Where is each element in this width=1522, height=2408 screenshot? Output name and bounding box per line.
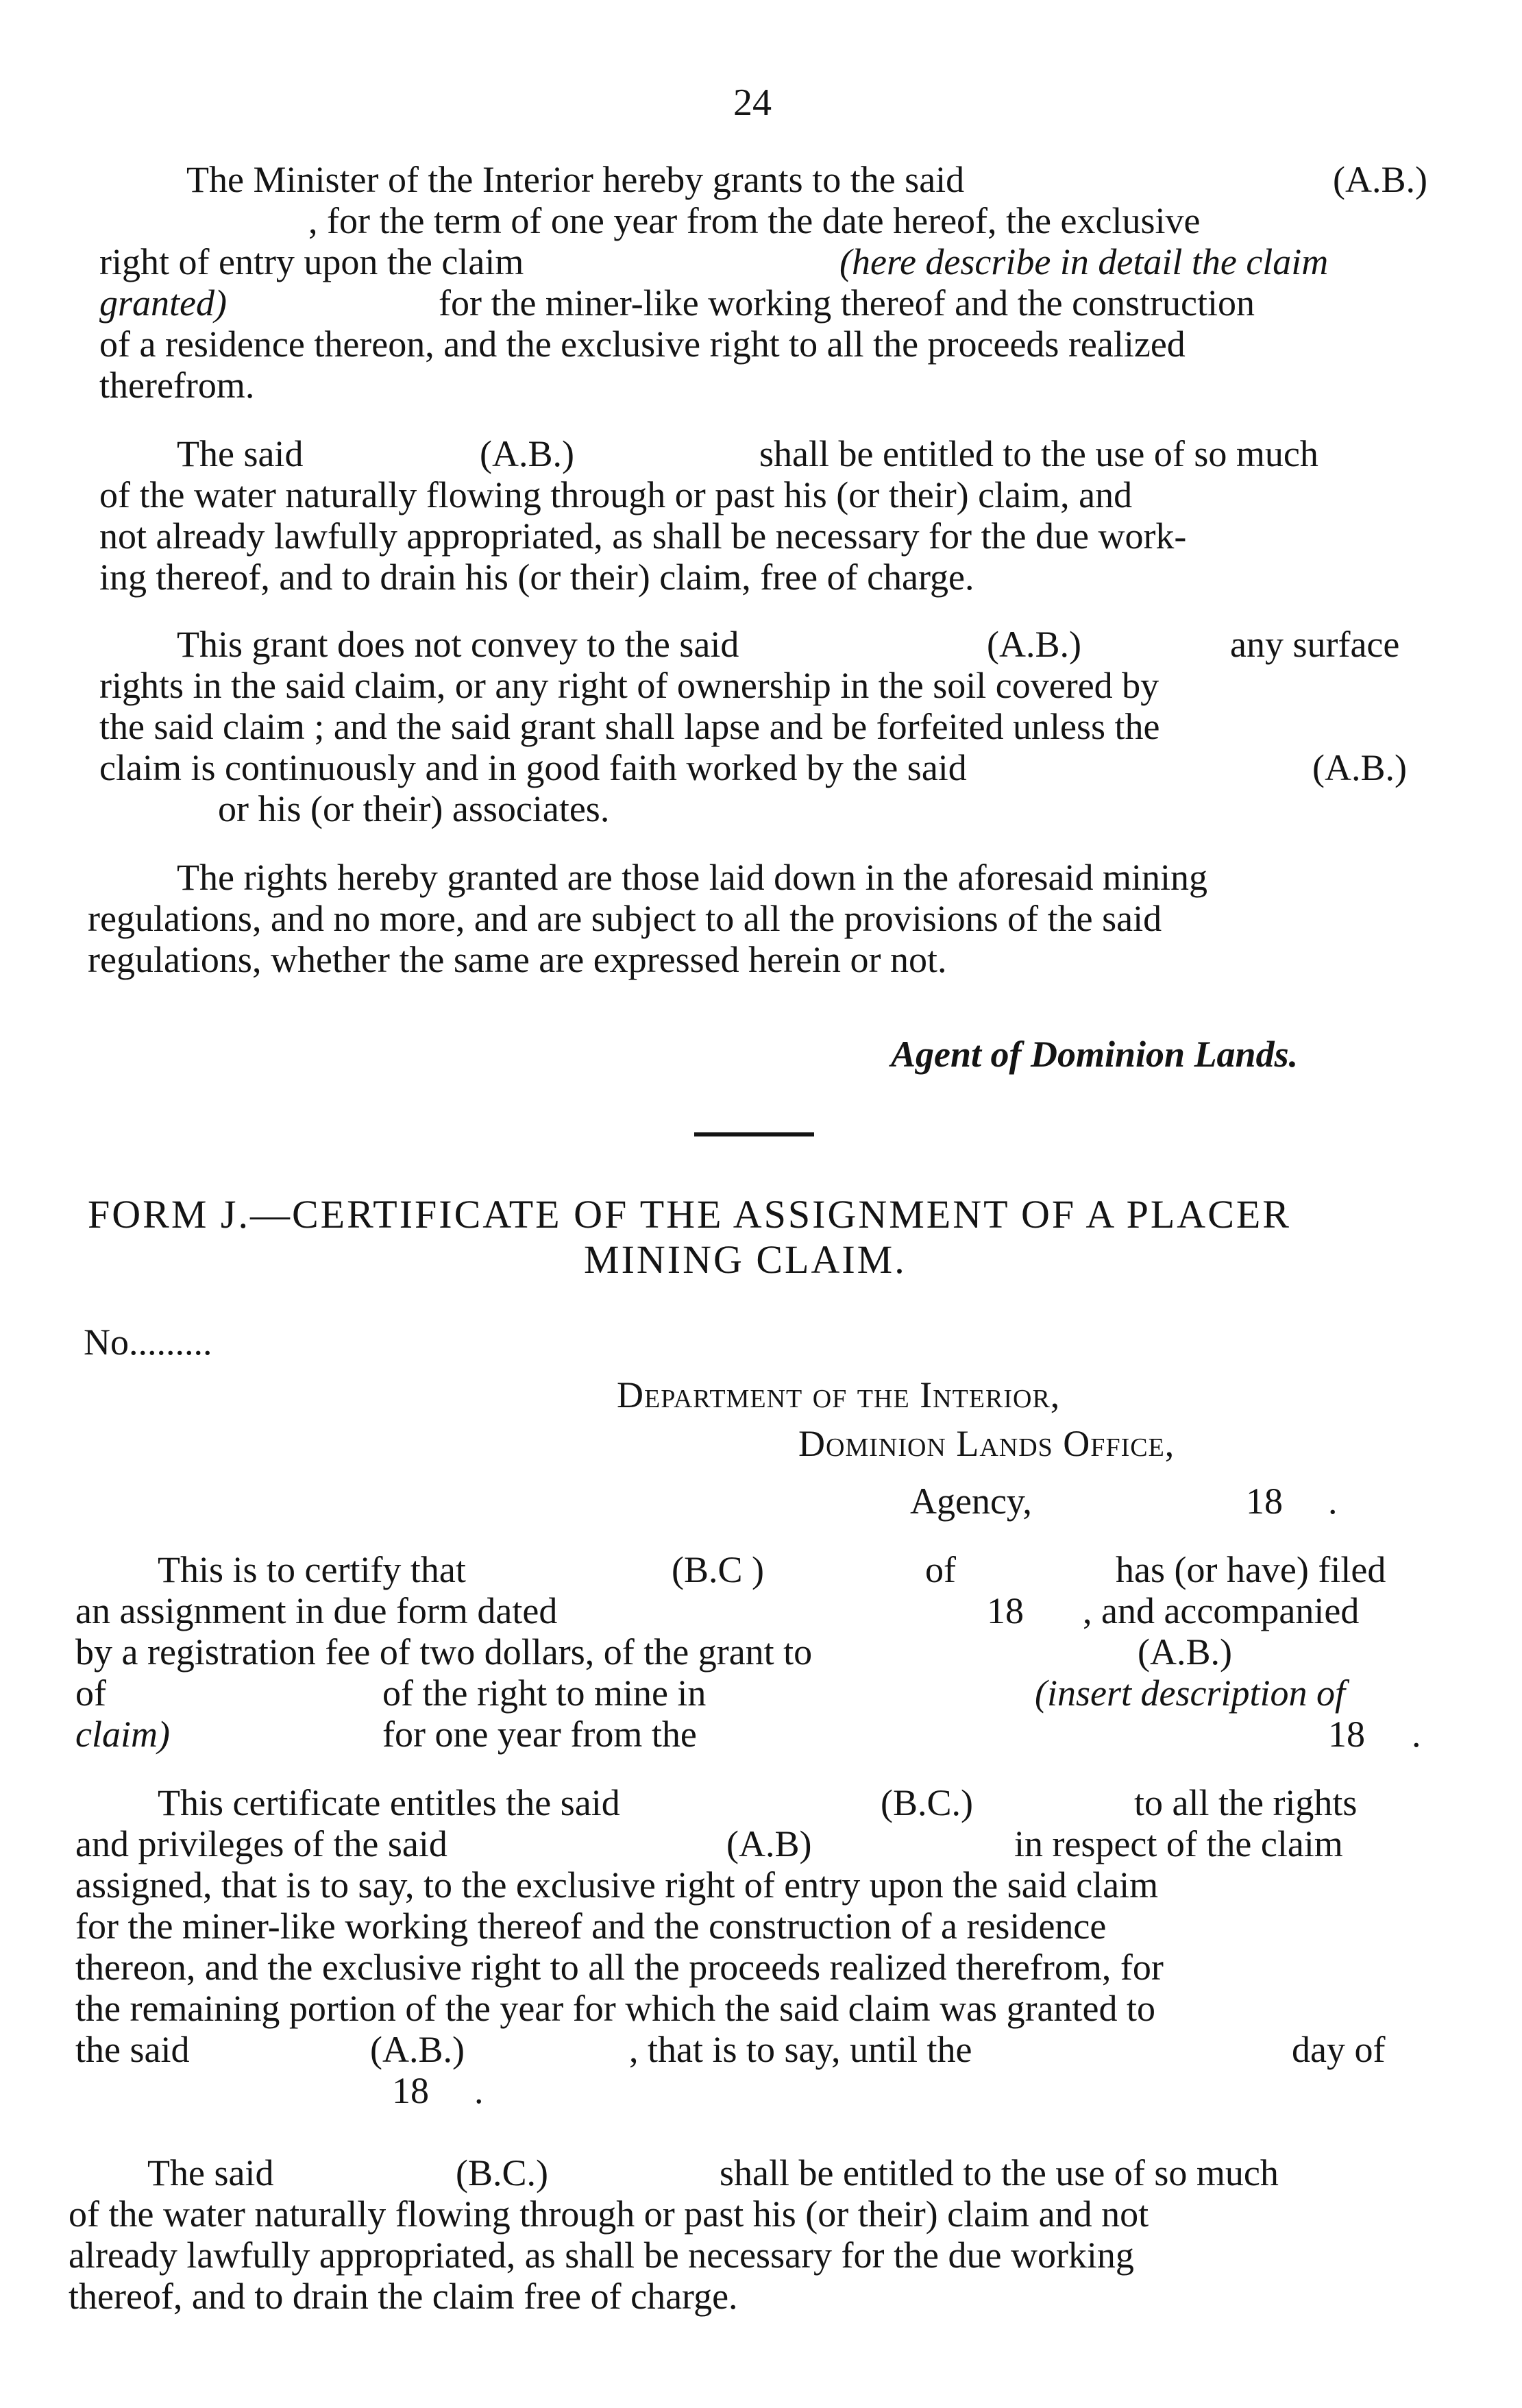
cert-dot: .	[1412, 1714, 1421, 1755]
grant-text-line: regulations, and no more, and are subject to all the provisions of the said	[88, 898, 1162, 939]
cert-text-line: by a registration fee of two dollars, of the grant to	[75, 1631, 813, 1673]
cert-text-line: the remaining portion of the year for which the said claim was granted to	[75, 1988, 1155, 2029]
cert-placeholder-ab: (A.B)	[726, 1823, 812, 1864]
grant-text-line: ing thereof, and to drain his (or their) claim, free of charge.	[99, 557, 974, 598]
cert-dot: .	[474, 2070, 484, 2111]
grant-text-line: of the water naturally flowing through or past his (or their) claim, and	[99, 474, 1133, 515]
cert-instruction: (insert description of	[1035, 1673, 1345, 1714]
grant-text-line: claim is continuously and in good faith worked by the said	[99, 747, 967, 788]
grant-text-line: The rights hereby granted are those laid down in the aforesaid mining	[177, 857, 1208, 898]
grant-text-line: the said claim ; and the said grant shall lapse and be forfeited unless the	[99, 706, 1160, 747]
cert-instruction: claim)	[75, 1714, 170, 1755]
cert-text-line: of	[75, 1673, 106, 1714]
cert-text-line: shall be entitled to the use of so much	[720, 2152, 1279, 2193]
grant-placeholder-ab: (A.B.)	[987, 624, 1081, 665]
cert-text-line: the said	[75, 2029, 190, 2070]
cert-placeholder-bc: (B.C.)	[881, 1782, 973, 1823]
cert-text-line: This certificate entitles the said	[158, 1782, 620, 1823]
cert-text-line: assigned, that is to say, to the exclusive right of entry upon the said claim	[75, 1864, 1159, 1906]
grant-text-line: The said	[177, 433, 304, 474]
cert-text-line: , and accompanied	[1083, 1590, 1360, 1631]
grant-text-line: not already lawfully appropriated, as shall be necessary for the due work-	[99, 515, 1187, 557]
cert-text-line: of the right to mine in	[382, 1673, 707, 1714]
grant-text-line: This grant does not convey to the said	[177, 624, 739, 665]
agency-year: 18	[1246, 1481, 1283, 1522]
grant-text-line: , for the term of one year from the date hereof, the exclusive	[308, 200, 1201, 241]
grant-text-line: rights in the said claim, or any right of ownership in the soil covered by	[99, 665, 1159, 706]
grant-text-line: right of entry upon the claim	[99, 241, 524, 282]
cert-year: 18	[987, 1590, 1024, 1631]
cert-text-line: This is to certify that	[158, 1549, 466, 1590]
grant-placeholder-ab: (A.B.)	[1312, 747, 1407, 788]
cert-year: 18	[392, 2070, 429, 2111]
cert-placeholder-ab: (A.B.)	[1138, 1631, 1232, 1673]
cert-text-line: an assignment in due form dated	[75, 1590, 558, 1631]
agency-dot: .	[1328, 1481, 1338, 1522]
grant-text-line: shall be entitled to the use of so much	[759, 433, 1318, 474]
grant-instruction: granted)	[99, 282, 227, 324]
grant-placeholder-ab: (A.B.)	[480, 433, 574, 474]
cert-text-line: , that is to say, until the	[629, 2029, 972, 2070]
agent-signature: Agent of Dominion Lands.	[891, 1034, 1299, 1075]
agency-label: Agency,	[910, 1481, 1032, 1522]
cert-text-line: has (or have) filed	[1116, 1549, 1386, 1590]
page-number: 24	[733, 82, 772, 124]
grant-placeholder-ab: (A.B.)	[1333, 159, 1427, 200]
cert-text-line: thereof, and to drain the claim free of charge.	[69, 2276, 738, 2317]
grant-instruction: (here describe in detail the claim	[839, 241, 1329, 282]
cert-text-line: already lawfully appropriated, as shall be necessary for the due working	[69, 2235, 1134, 2276]
cert-text-line: and privileges of the said	[75, 1823, 447, 1864]
section-divider	[694, 1132, 814, 1136]
cert-text-line: for the miner-like working thereof and the construction of a residence	[75, 1906, 1107, 1947]
cert-text-line: of the water naturally flowing through or past his (or their) claim and not	[69, 2193, 1149, 2235]
cert-text-line: for one year from the	[382, 1714, 697, 1755]
grant-text-line: any surface	[1230, 624, 1400, 665]
department-heading: Department of the Interior,	[617, 1374, 1061, 1415]
grant-text-line: or his (or their) associates.	[218, 788, 610, 829]
cert-text-line: in respect of the claim	[1014, 1823, 1343, 1864]
cert-text-line: of	[925, 1549, 956, 1590]
cert-placeholder-bc: (B.C.)	[456, 2152, 548, 2193]
cert-text-line: thereon, and the exclusive right to all the proceeds realized therefrom, for	[75, 1947, 1164, 1988]
form-number: No.........	[84, 1322, 212, 1363]
form-title: MINING CLAIM.	[584, 1237, 907, 1282]
grant-text-line: regulations, whether the same are expressed herein or not.	[88, 939, 947, 980]
cert-text-line: to all the rights	[1134, 1782, 1358, 1823]
cert-text-line: The said	[147, 2152, 274, 2193]
cert-year: 18	[1328, 1714, 1365, 1755]
grant-text-line: The Minister of the Interior hereby grants to the said	[186, 159, 965, 200]
grant-text-line: therefrom.	[99, 365, 255, 406]
cert-text-line: day of	[1292, 2029, 1386, 2070]
cert-placeholder-ab: (A.B.)	[370, 2029, 465, 2070]
office-heading: Dominion Lands Office,	[798, 1423, 1175, 1464]
form-title: FORM J.—CERTIFICATE OF THE ASSIGNMENT OF A PLACER	[88, 1192, 1291, 1237]
grant-text-line: for the miner-like working thereof and the construction	[439, 282, 1255, 324]
grant-text-line: of a residence thereon, and the exclusive right to all the proceeds realized	[99, 324, 1186, 365]
cert-placeholder-bc: (B.C )	[672, 1549, 764, 1590]
